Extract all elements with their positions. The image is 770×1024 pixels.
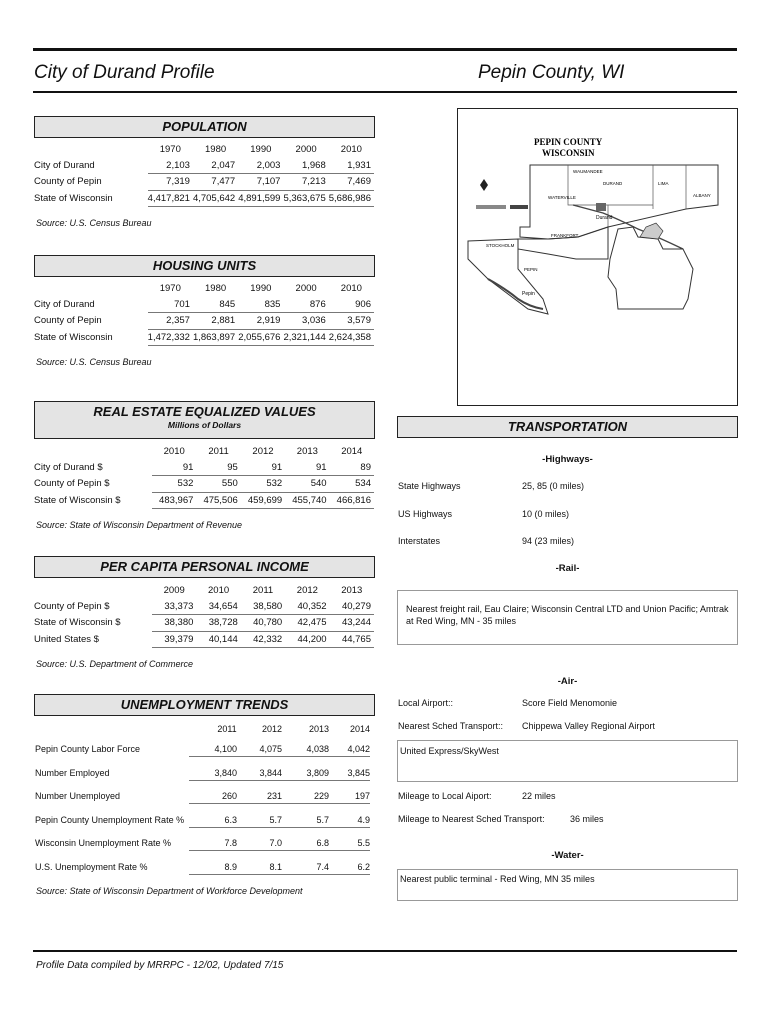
- table-row: [34, 599, 374, 615]
- row-label: Pepin County Labor Force: [35, 744, 141, 754]
- row-label: State of Wisconsin $: [34, 494, 121, 506]
- rail-heading: -Rail-: [555, 563, 580, 574]
- cell-value: 38,580: [241, 599, 285, 615]
- cell-value: 89: [330, 460, 374, 476]
- cell-value: 2,321,144: [283, 329, 328, 346]
- mileage-local-value: 22 miles: [522, 791, 556, 801]
- unemployment-source: Source: State of Wisconsin Department of Workforce Development: [36, 886, 303, 896]
- real-estate-header: [34, 401, 375, 439]
- cell-value: 3,036: [283, 313, 328, 330]
- population-header: POPULATION: [34, 116, 375, 138]
- cell-value: 4,891,599: [238, 190, 283, 207]
- year-header: 2009: [163, 585, 185, 597]
- year-header: 1970: [159, 283, 181, 295]
- cell-value: 1,931: [329, 158, 374, 174]
- cell-value: 550: [196, 476, 240, 493]
- cell-value: 455,740: [285, 492, 329, 509]
- cell-value: 532: [241, 476, 285, 493]
- housing-header: HOUSING UNITS: [34, 255, 375, 277]
- cell-value: 197: [322, 791, 370, 804]
- footer-note: Profile Data compiled by MRRPC - 12/02, Updated 7/15: [36, 960, 284, 971]
- row-label: City of Durand: [34, 160, 95, 171]
- cell-value: 2,919: [238, 313, 283, 330]
- water-heading: -Water-: [551, 850, 584, 861]
- cell-value: 7.4: [281, 862, 329, 875]
- cell-value: 2,047: [193, 158, 238, 174]
- cell-value: 95: [196, 460, 240, 476]
- county-title: Pepin County, WI: [478, 62, 625, 83]
- page-title: City of Durand Profile: [34, 62, 215, 83]
- cell-value: 5.5: [322, 838, 370, 851]
- cell-value: 6.2: [322, 862, 370, 875]
- cell-value: 835: [238, 297, 283, 313]
- cell-value: 42,332: [241, 631, 285, 648]
- svg-text:WAUMANDEE: WAUMANDEE: [573, 169, 603, 174]
- row-label: State of Wisconsin $: [34, 617, 121, 629]
- cell-value: 1,863,897: [193, 329, 238, 346]
- table-row: [34, 158, 374, 174]
- cell-value: 466,816: [330, 492, 374, 509]
- cell-value: 40,780: [241, 615, 285, 632]
- year-header: 2010: [208, 585, 230, 597]
- carriers-box: [397, 740, 738, 782]
- year-header: 2010: [340, 144, 362, 156]
- unemployment-header: UNEMPLOYMENT TRENDS: [34, 694, 375, 716]
- row-label: Number Employed: [35, 767, 110, 778]
- state-highways-label: State Highways: [398, 481, 461, 491]
- year-header: 2011: [217, 724, 237, 734]
- cell-value: 8.1: [234, 862, 282, 875]
- cell-value: 3,809: [281, 768, 329, 781]
- table-row: [34, 460, 374, 476]
- cell-value: 4,417,821: [148, 190, 193, 207]
- row-label: Number Unemployed: [35, 791, 121, 801]
- cell-value: 7,213: [283, 174, 328, 191]
- year-header: 2013: [341, 585, 363, 597]
- row-label: United States $: [34, 633, 99, 645]
- transportation-header: TRANSPORTATION: [397, 416, 738, 438]
- table-row: [34, 631, 374, 648]
- row-label: County of Pepin $: [34, 478, 110, 490]
- income-header: PER CAPITA PERSONAL INCOME: [34, 556, 375, 578]
- row-label: Wisconsin Unemployment Rate %: [35, 838, 172, 848]
- header-rule: [33, 91, 737, 93]
- cell-value: 3,579: [329, 313, 374, 330]
- cell-value: 40,279: [330, 599, 374, 615]
- cell-value: 39,379: [152, 631, 196, 648]
- map-graphic: [458, 109, 737, 405]
- cell-value: 4.9: [322, 815, 370, 828]
- year-header: 2012: [296, 585, 318, 597]
- nearest-sched-value: Chippewa Valley Regional Airport: [522, 721, 655, 731]
- cell-value: 2,624,358: [329, 329, 374, 346]
- table-row: [34, 190, 374, 207]
- year-header: 2014: [341, 446, 363, 458]
- cell-value: 459,699: [241, 492, 285, 509]
- svg-text:WATERVILLE: WATERVILLE: [548, 195, 576, 200]
- rail-box: [397, 590, 738, 645]
- cell-value: 2,881: [193, 313, 238, 330]
- real-estate-source: Source: State of Wisconsin Department of Revenue: [36, 520, 243, 530]
- row-label: State of Wisconsin: [34, 331, 113, 343]
- population-source: Source: U.S. Census Bureau: [36, 218, 152, 228]
- wisconsin-inset: [640, 223, 663, 239]
- county-outline-south: [468, 239, 548, 314]
- row-label: City of Durand $: [34, 462, 103, 473]
- cell-value: 475,506: [196, 492, 240, 509]
- highways-heading: -Highways-: [542, 454, 593, 465]
- cell-value: 38,380: [152, 615, 196, 632]
- cell-value: 38,728: [196, 615, 240, 632]
- year-header: 1990: [250, 283, 272, 295]
- wisconsin-outline: [608, 227, 693, 309]
- cell-value: 5,686,986: [329, 190, 374, 207]
- cell-value: 7.8: [189, 838, 237, 851]
- year-header: 2011: [252, 585, 274, 597]
- real-estate-title: REAL ESTATE EQUALIZED VALUES: [93, 404, 316, 419]
- cell-value: 5.7: [234, 815, 282, 828]
- cell-value: 7,319: [148, 174, 193, 191]
- cell-value: 3,840: [189, 768, 237, 781]
- mileage-sched-value: 36 miles: [570, 814, 604, 824]
- cell-value: 91: [241, 460, 285, 476]
- cell-value: 4,038: [281, 744, 329, 757]
- cell-value: 4,100: [189, 744, 237, 757]
- cell-value: 540: [285, 476, 329, 493]
- cell-value: 229: [281, 791, 329, 804]
- county-outline-middle: [518, 227, 608, 259]
- year-header: 2010: [340, 283, 362, 295]
- row-label: State of Wisconsin: [34, 192, 113, 204]
- top-rule: [33, 48, 737, 51]
- water-text: Nearest public terminal - Red Wing, MN 35 miles: [400, 874, 595, 884]
- row-label: County of Pepin: [34, 176, 102, 188]
- cell-value: 91: [285, 460, 329, 476]
- cell-value: 906: [329, 297, 374, 313]
- year-header: 2014: [349, 724, 371, 734]
- svg-text:DURAND: DURAND: [603, 181, 623, 186]
- cell-value: 7,107: [238, 174, 283, 191]
- mileage-sched-label: Mileage to Nearest Sched Transport:: [398, 814, 545, 824]
- interstates-value: 94 (23 miles): [522, 536, 575, 546]
- cell-value: 483,967: [152, 492, 196, 509]
- cell-value: 4,042: [322, 744, 370, 757]
- cell-value: 5,363,675: [283, 190, 328, 207]
- row-label: County of Pepin: [34, 315, 102, 327]
- chippewa-river: [573, 205, 683, 249]
- county-outline-north: [520, 165, 718, 239]
- footer-rule: [33, 950, 737, 952]
- year-header: 2013: [308, 724, 330, 734]
- township-lines: [568, 165, 686, 227]
- cell-value: 42,475: [285, 615, 329, 632]
- real-estate-table: [34, 444, 374, 509]
- us-highways-label: US Highways: [398, 509, 453, 519]
- pepin-county-map: [457, 108, 738, 406]
- cell-value: 532: [152, 476, 196, 493]
- cell-value: 845: [193, 297, 238, 313]
- svg-text:FRANKFORT: FRANKFORT: [551, 233, 579, 238]
- cell-value: 260: [189, 791, 237, 804]
- cell-value: 8.9: [189, 862, 237, 875]
- cell-value: 2,357: [148, 313, 193, 330]
- row-label: Pepin County Unemployment Rate %: [35, 814, 185, 825]
- svg-text:Pepin: Pepin: [522, 291, 535, 297]
- cell-value: 7,477: [193, 174, 238, 191]
- row-label: City of Durand: [34, 299, 95, 310]
- map-title-line1: PEPIN COUNTY: [534, 137, 603, 147]
- map-scale-bar: [476, 205, 506, 209]
- cell-value: 40,144: [196, 631, 240, 648]
- year-header: 2010: [163, 446, 185, 458]
- cell-value: 3,844: [234, 768, 282, 781]
- svg-text:PEPIN: PEPIN: [524, 267, 538, 272]
- table-row: [34, 476, 374, 493]
- cell-value: 43,244: [330, 615, 374, 632]
- mileage-local-label: Mileage to Local Aiport:: [398, 791, 492, 801]
- cell-value: 40,352: [285, 599, 329, 615]
- state-highways-value: 25, 85 (0 miles): [522, 481, 585, 491]
- local-airport-label: Local Airport::: [398, 698, 454, 708]
- air-heading: -Air-: [557, 676, 578, 687]
- cell-value: 4,075: [234, 744, 282, 757]
- table-row: [34, 313, 374, 330]
- svg-text:Durand: Durand: [596, 215, 613, 221]
- year-header: 2012: [252, 446, 274, 458]
- table-row: [34, 492, 374, 509]
- map-title-line2: WISCONSIN: [542, 148, 595, 158]
- table-row: [34, 174, 374, 191]
- cell-value: 701: [148, 297, 193, 313]
- housing-table: [34, 281, 374, 346]
- cell-value: 4,705,642: [193, 190, 238, 207]
- cell-value: 1,472,332: [148, 329, 193, 346]
- table-row: [34, 329, 374, 346]
- year-header: 1970: [159, 144, 181, 156]
- svg-text:STOCKHOLM: STOCKHOLM: [486, 243, 515, 248]
- year-header: 2011: [208, 446, 229, 458]
- cell-value: 44,765: [330, 631, 374, 648]
- water-box: [397, 869, 738, 901]
- local-airport-value: Score Field Menomonie: [522, 698, 618, 708]
- table-row: [34, 615, 374, 632]
- cell-value: 33,373: [152, 599, 196, 615]
- interstates-label: Interstates: [398, 536, 441, 546]
- housing-source: Source: U.S. Census Bureau: [36, 357, 152, 367]
- year-header: 1990: [250, 144, 272, 156]
- cell-value: 534: [330, 476, 374, 493]
- cell-value: 876: [283, 297, 328, 313]
- year-header: 2000: [295, 283, 317, 295]
- row-label: U.S. Unemployment Rate %: [35, 861, 148, 872]
- row-label: County of Pepin $: [34, 601, 110, 612]
- income-table: [34, 583, 374, 648]
- cell-value: 34,654: [196, 599, 240, 615]
- real-estate-subtitle: Millions of Dollars: [167, 420, 242, 430]
- cell-value: 231: [234, 791, 282, 804]
- compass-rose-icon: [480, 179, 488, 191]
- population-table: [34, 142, 374, 207]
- year-header: 2013: [296, 446, 318, 458]
- cell-value: 1,968: [283, 158, 328, 174]
- nearest-sched-label: Nearest Sched Transport::: [398, 721, 504, 731]
- us-highways-value: 10 (0 miles): [522, 509, 570, 519]
- income-source: Source: U.S. Department of Commerce: [36, 659, 194, 669]
- cell-value: 6.3: [189, 815, 237, 828]
- cell-value: 2,055,676: [238, 329, 283, 346]
- cell-value: 7.0: [234, 838, 282, 851]
- cell-value: 6.8: [281, 838, 329, 851]
- svg-text:ALBANY: ALBANY: [693, 193, 711, 198]
- cell-value: 91: [152, 460, 196, 476]
- svg-text:LIMA: LIMA: [658, 181, 669, 186]
- cell-value: 2,003: [238, 158, 283, 174]
- year-header: 1980: [205, 144, 227, 156]
- cell-value: 2,103: [148, 158, 193, 174]
- durand-marker: [596, 203, 606, 211]
- year-header: 1980: [205, 283, 227, 295]
- map-scale-bar-2: [510, 205, 528, 209]
- table-row: [34, 297, 374, 313]
- cell-value: 44,200: [285, 631, 329, 648]
- cell-value: 3,845: [322, 768, 370, 781]
- cell-value: 5.7: [281, 815, 329, 828]
- rail-text: Nearest freight rail, Eau Claire; Wisconsin Central LTD and Union Pacific; Amtrak at Red Wing, MN - 35 miles: [406, 604, 729, 626]
- carriers-text: United Express/SkyWest: [400, 746, 499, 756]
- cell-value: 7,469: [329, 174, 374, 191]
- year-header: 2012: [261, 724, 283, 734]
- year-header: 2000: [295, 144, 317, 156]
